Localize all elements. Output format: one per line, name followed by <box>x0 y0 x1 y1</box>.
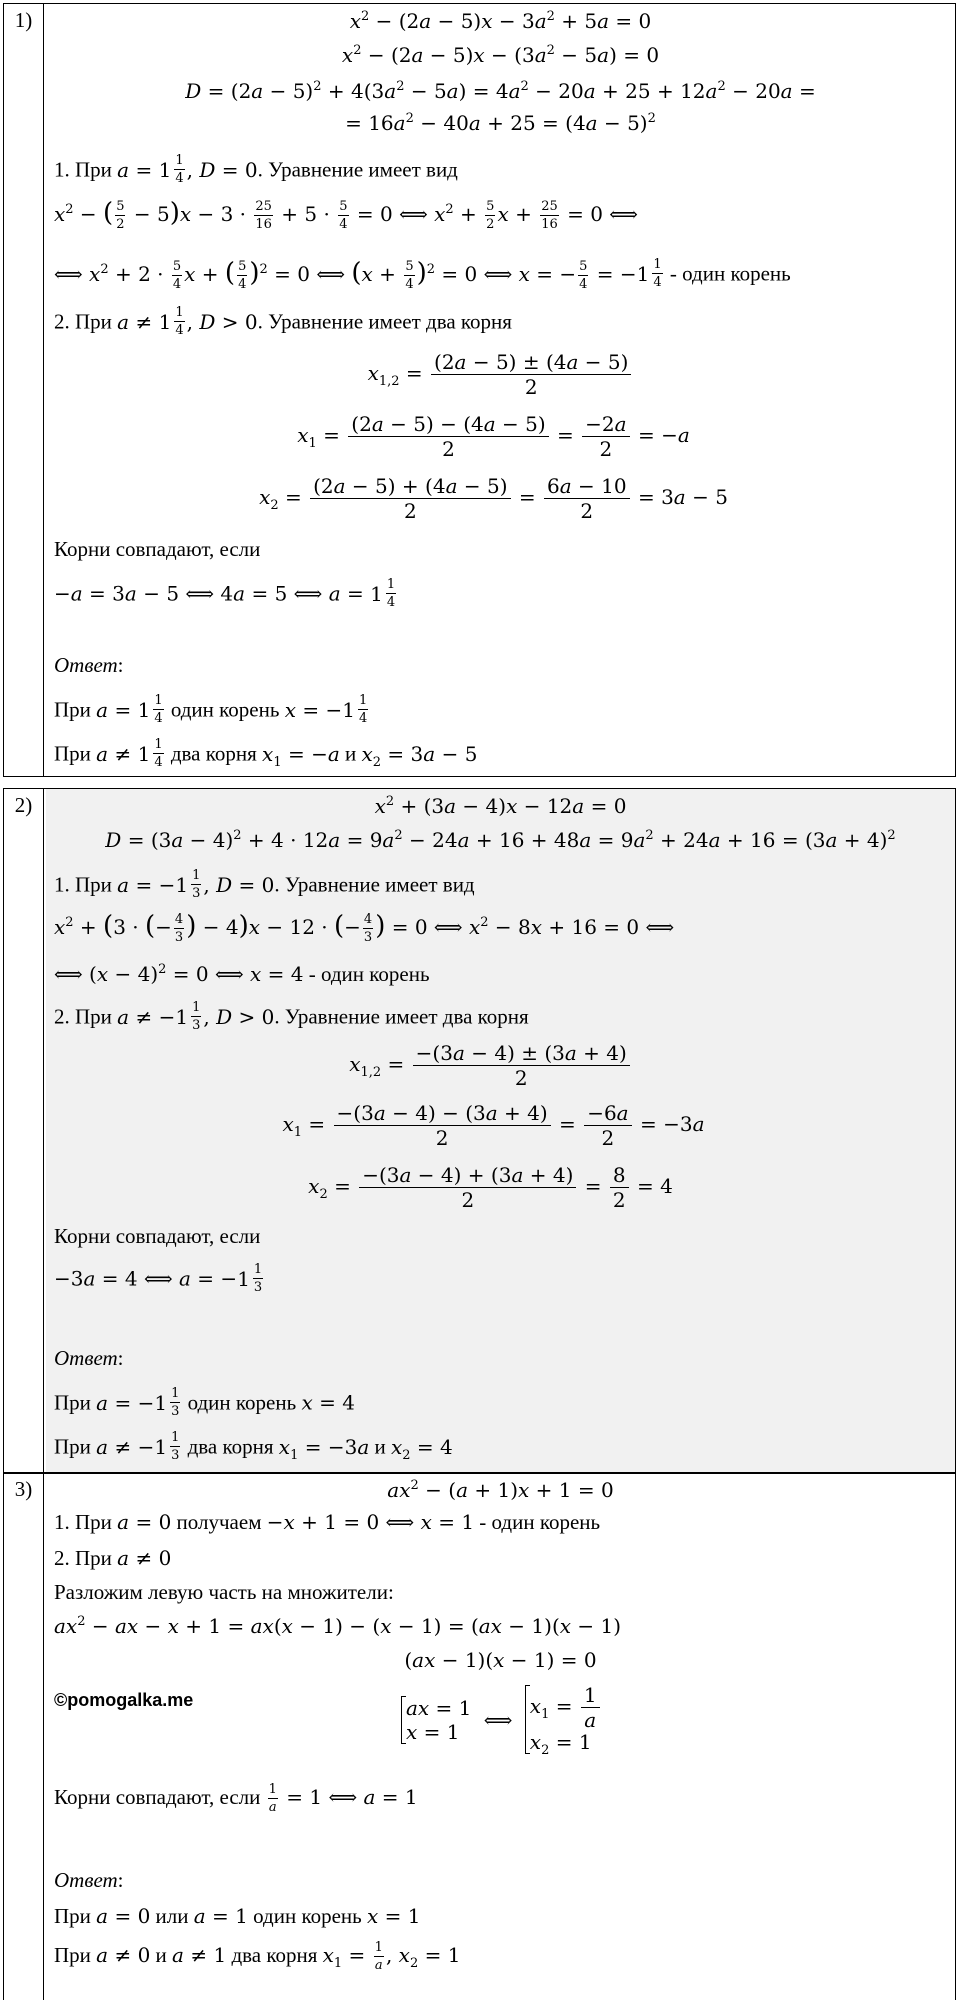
problem-number: 2) <box>4 789 44 1473</box>
equation: $ax^2$ − ax − x + 1 = ax(x − 1) − (x − 1) = (ax − 1)(x − 1) <box>54 1614 622 1638</box>
answer-line: При a = − 1 $\frac{1}{3}$ один корень x = 4 <box>54 1386 355 1419</box>
problem-1-block <box>3 3 956 777</box>
answer-line: При a ≠ − 1 $\frac{1}{3}$ два корня $x_1 = -3a$ и $x_2 = 4$ <box>54 1430 453 1463</box>
case-line: 2. При a ≠ − 1 $\frac{1}{3}$ , D > 0. Уравнение имеет два корня <box>54 1000 529 1033</box>
equation: $ax^2 - (a + 1)x + 1 = 0$ <box>387 1478 614 1502</box>
problem-3-block <box>3 1472 956 2000</box>
case-line: 1. При a = 0 получаем −x + 1 = 0 ⟺ x = 1 - один корень <box>54 1510 601 1534</box>
answer-line: При a ≠ 1 $\frac{1}{4}$ два корня $x_1 = -a$ и $x_2 = 3a - 5$ <box>54 737 478 770</box>
factor-text: Разложим левую часть на множители: <box>54 1580 394 1604</box>
system-equation: ax = 1 x = 1 ⟺ $x_1$ = $\frac{1}{a}$ $x_2 = 1$ <box>401 1685 602 1754</box>
coincide-text: Корни совпадают, если <box>54 1224 261 1248</box>
problem-2-content <box>46 789 955 1473</box>
equation: ⟺ $x^2 + 2$ · $\frac{5}{4}$ x + ( $\frac{5}{4}$ )$^2$ = 0 ⟺ (x + $\frac{5}{4}$ )$^2$ = 0 ⟺ x = − $\frac{5}{4}$ = − 1 $\frac{1}{4}$ - один корень <box>54 257 791 292</box>
problem-2-block <box>3 788 956 1474</box>
watermark: ©pomogalka.me <box>54 1690 194 1710</box>
roots-formula: $x_{1,2}$ = $\frac{(2a - 5) \pm (4a - 5)}{2}$ <box>46 352 955 397</box>
root-x1: $x_1$ = $\frac{(2a - 5) - (4a - 5)}{2}$ = $\frac{-2a}{2}$ = −a <box>297 412 690 461</box>
coincide-text: Корни совпадают, если <box>54 537 261 561</box>
root-x2: $x_2$ = $\frac{(2a - 5) + (4a - 5)}{2}$ = $\frac{6a - 10}{2}$ = 3a − 5 <box>259 474 728 523</box>
problem-number: 1) <box>4 4 44 776</box>
discriminant: $D = (2a - 5)^2 + 4(3a^2 - 5a) = 4a^2 - 20a + 25 + 12a^2 - 20a$ = <box>185 79 816 103</box>
answer-label: Ответ: <box>54 1868 124 1892</box>
discriminant: = $16a^2 - 40a + 25 = (4a - 5)^2$ <box>345 111 656 135</box>
equation: $x^2 + (3$ · (− $\frac{4}{3}$ ) − 4)x − 12 · (− $\frac{4}{3}$ ) = 0 ⟺ $x^2 - 8x + 16 = 0$ ⟺ <box>54 911 675 945</box>
answer-line: При a = 0 или a = 1 один корень x = 1 <box>54 1904 421 1928</box>
answer-line: При a = 1 $\frac{1}{4}$ один корень x = − 1 $\frac{1}{4}$ <box>54 693 368 726</box>
problem-1-content <box>46 4 955 776</box>
equation: $x^2$ − ( $\frac{5}{2}$ − 5)x − 3 · $\frac{25}{16}$ + 5 · $\frac{5}{4}$ = 0 ⟺ $x^2$ + $\frac{5}{2}$ x + $\frac{25}{16}$ = 0 ⟺ <box>54 198 638 232</box>
equation: −3a = 4 ⟺ a = − 1 $\frac{1}{3}$ <box>54 1262 263 1295</box>
roots-formula: $x_{1,2}$ = $\frac{-(3a - 4) \pm (3a + 4)}{2}$ <box>26 1043 955 1088</box>
problem-number: 3) <box>4 1473 44 2000</box>
case-line: 1. При a = 1 $\frac{1}{4}$ , D = 0. Уравнение имеет вид <box>54 153 458 186</box>
equation: $x^2 + (3a - 4)x - 12a = 0$ <box>374 794 627 818</box>
answer-line: При a ≠ 0 и a ≠ 1 два корня $x_1$ = $\frac{1}{a}$ , $x_2 = 1$ <box>54 1940 461 1973</box>
case-line: 2. При a ≠ 0 <box>54 1546 172 1570</box>
case-line: 1. При a = − 1 $\frac{1}{3}$ , D = 0. Уравнение имеет вид <box>54 868 475 901</box>
root-x1: $x_1$ = $\frac{-(3a - 4) - (3a + 4)}{2}$ = $\frac{-6a}{2}$ = −3a <box>282 1101 705 1150</box>
equation: (ax − 1)(x − 1) = 0 <box>404 1648 597 1672</box>
coincide-text: Корни совпадают, если $\frac{1}{a}$ = 1 ⟺ a = 1 <box>54 1782 418 1815</box>
equation: $x^2 - (2a - 5)x - (3a^2 - 5a) = 0$ <box>341 43 660 67</box>
equation: ⟺ $(x - 4)^2 = 0$ ⟺ x = 4 - один корень <box>54 962 430 986</box>
answer-label: Ответ: <box>54 653 124 677</box>
answer-label: Ответ: <box>54 1346 124 1370</box>
problem-3-content <box>46 1473 955 2000</box>
root-x2: $x_2$ = $\frac{-(3a - 4) + (3a + 4)}{2}$ = $\frac{8}{2}$ = 4 <box>308 1163 673 1212</box>
case-line: 2. При a ≠ 1 $\frac{1}{4}$ , D > 0. Уравнение имеет два корня <box>54 305 512 338</box>
equation: −a = 3a − 5 ⟺ 4a = 5 ⟺ a = 1 $\frac{1}{4}$ <box>54 577 396 610</box>
equation: $x^2 - (2a - 5)x - 3a^2 + 5a = 0$ <box>349 9 652 33</box>
discriminant: $D = (3a - 4)^2 + 4 \cdot 12a = 9a^2 - 24a + 16 + 48a = 9a^2 + 24a + 16 = (3a + 4)^2$ <box>105 828 896 852</box>
